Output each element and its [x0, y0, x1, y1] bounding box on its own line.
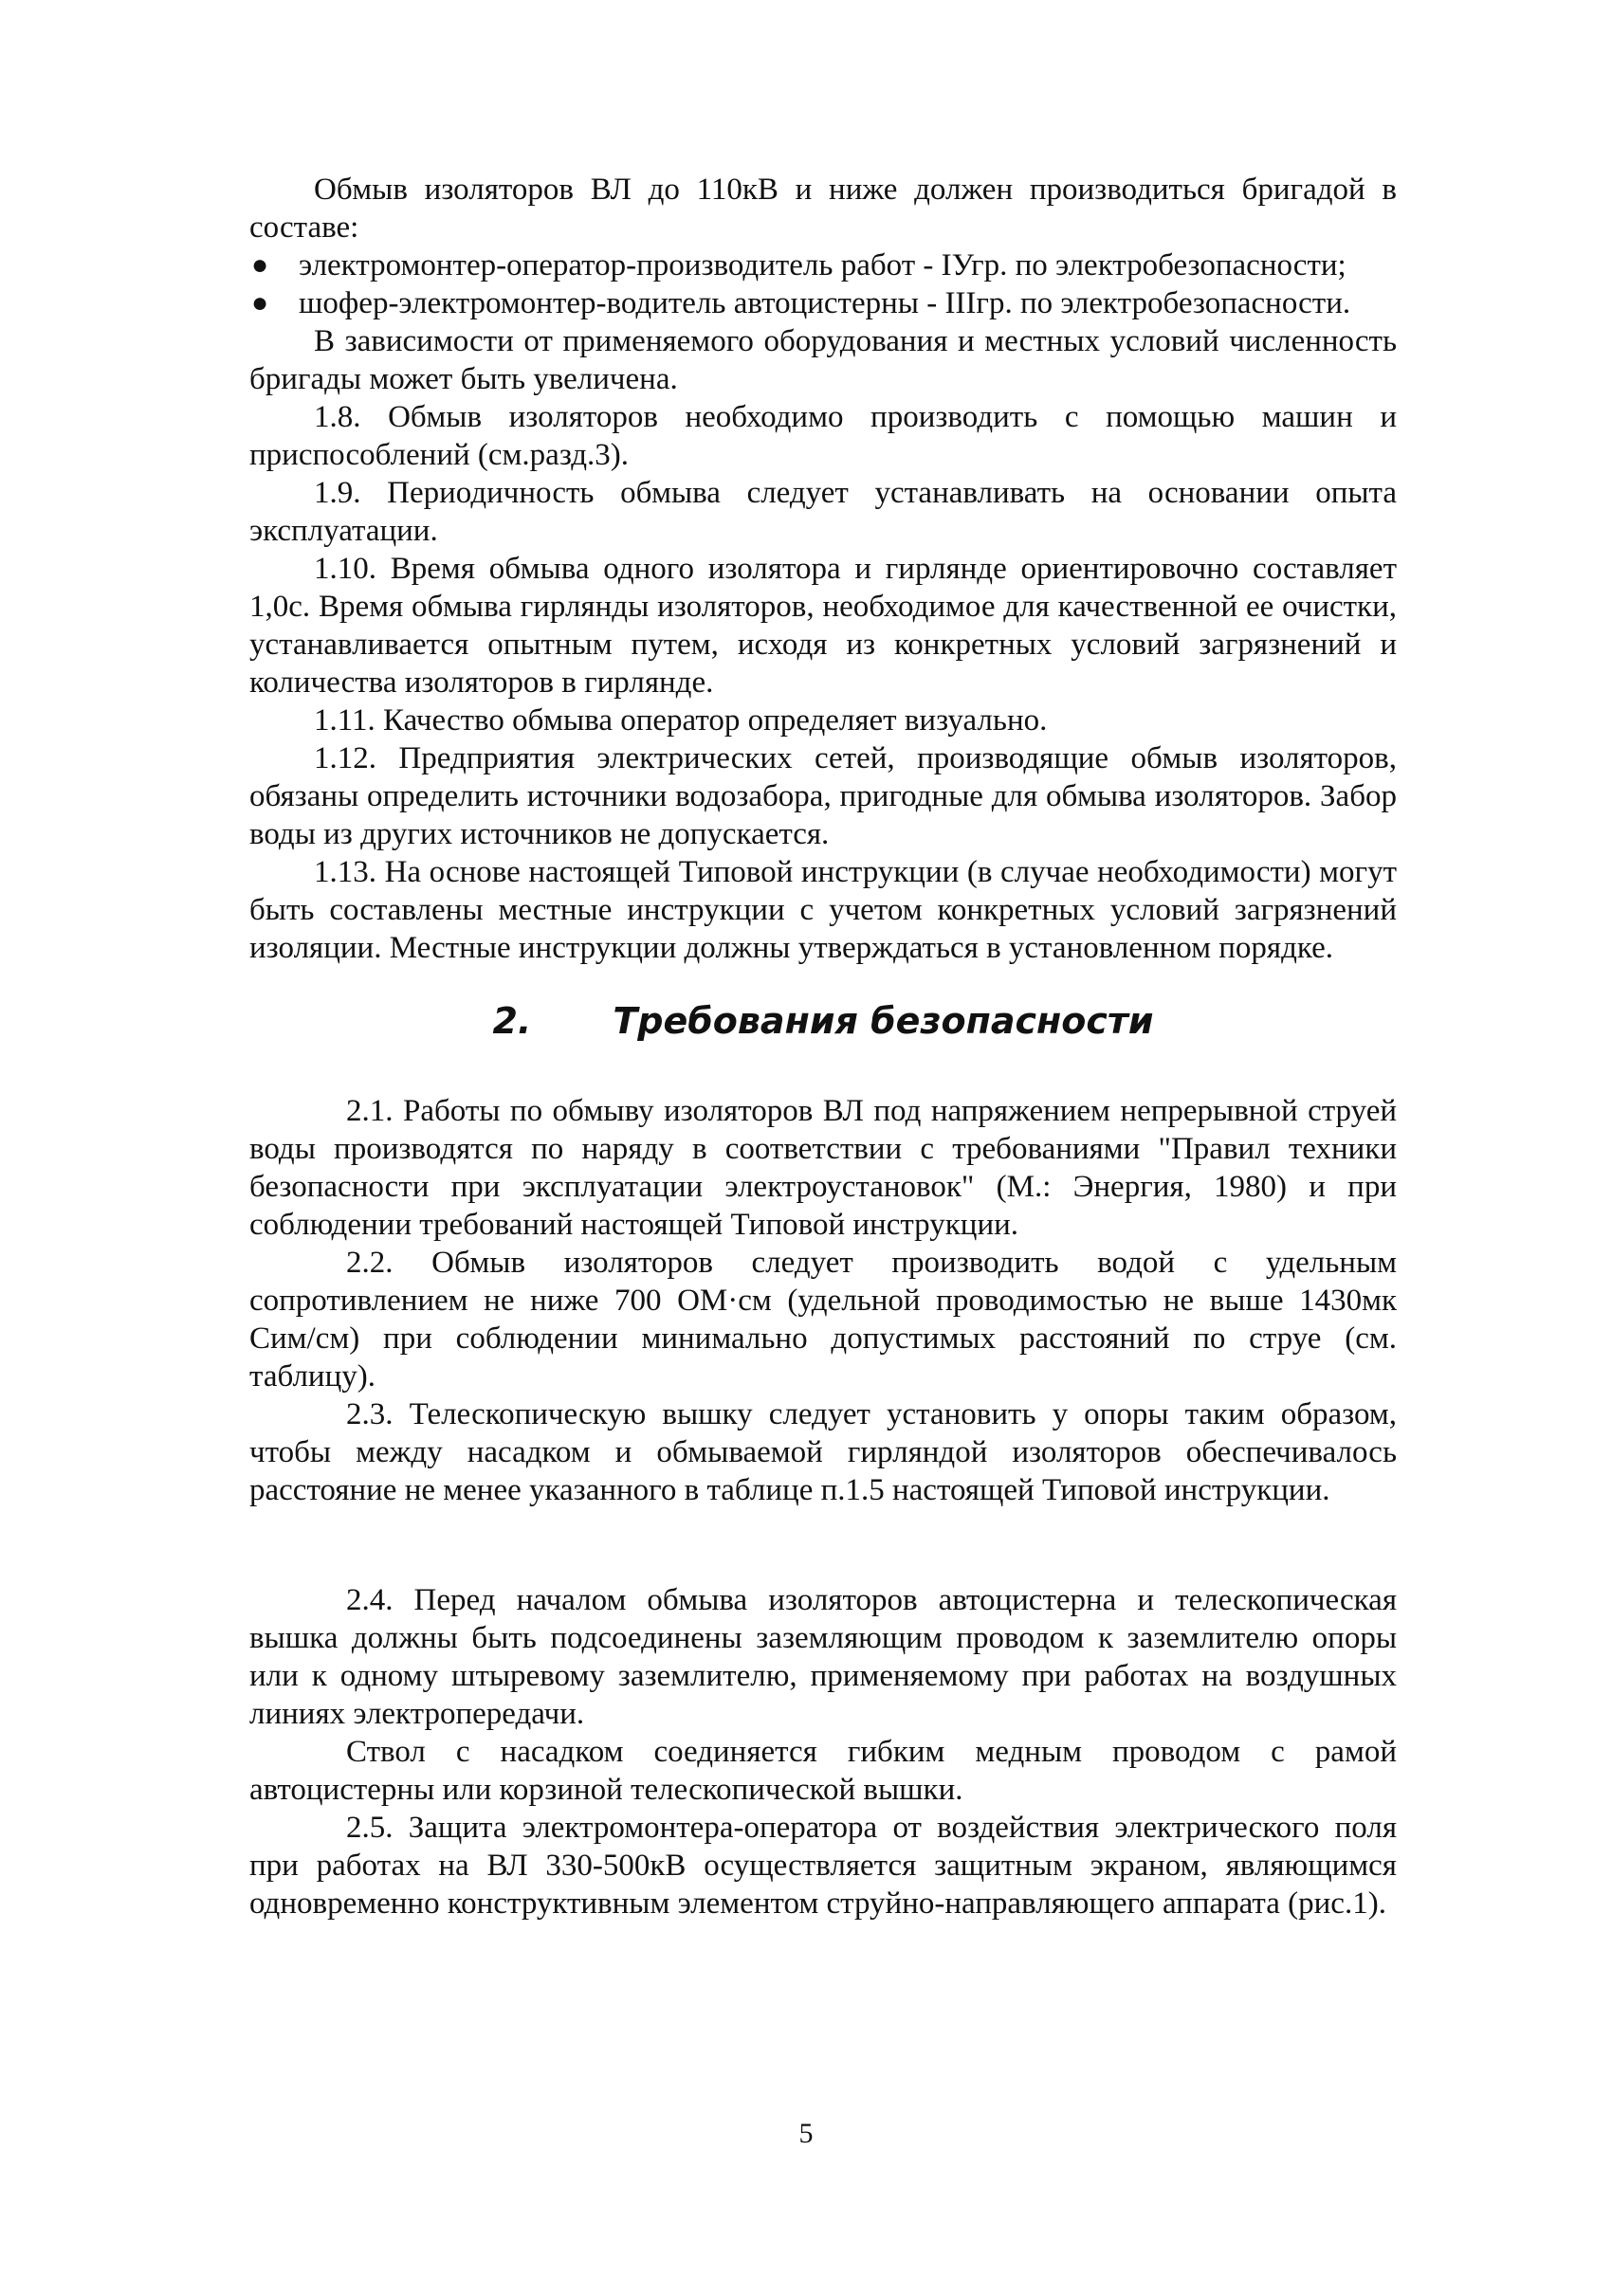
section-number: 2. [492, 1000, 532, 1042]
paragraph-ground-wire: Ствол с насадком соединяется гибким медным проводом с рамой автоцистерны или корзиной телескопической вышки. [249, 1735, 1397, 1807]
paragraph-1-8: 1.8. Обмыв изоляторов необходимо производить с помощью машин и приспособлений (см.разд.3). [249, 400, 1397, 472]
document-page [249, 171, 1397, 1922]
paragraph-2-4: 2.4. Перед началом обмыва изоляторов автоцистерна и телескопическая вышка должны быть подсоединены заземляющим проводом к заземлителю опоры или к одному штыревому заземлителю, применяемому при работах на воздушных линиях электропередачи. [249, 1583, 1397, 1731]
paragraph-1-11: 1.11. Качество обмыва оператор определяет визуально. [314, 703, 1048, 738]
paragraph-1-13: 1.13. На основе настоящей Типовой инструкции (в случае необходимости) могут быть составлены местные инструкции с учетом конкретных условий загрязнений изоляции. Местные инструкции должны утверждаться в установленном порядке. [249, 855, 1397, 965]
crew-item-text: электромонтер-оператор-производитель работ - IУгр. по электробезопасности; [299, 248, 1346, 282]
page-number: 5 [798, 2118, 814, 2149]
crew-item [249, 284, 1397, 322]
section-heading [249, 999, 1397, 1043]
intro-paragraph: Обмыв изоляторов ВЛ до 110кВ и ниже должен производиться бригадой в составе: [249, 173, 1397, 245]
crew-item [249, 246, 1397, 284]
paragraph-2-3: 2.3. Телескопическую вышку следует установить у опоры таким образом, чтобы между насадком и обмываемой гирляндой изоляторов обеспечивалось расстояние не менее указанного в таблице п.1.5 настоящей Типовой инструкции. [249, 1397, 1397, 1507]
section-title: Требования безопасности [613, 1000, 1154, 1042]
paragraph-2-2: 2.2. Обмыв изоляторов следует производить водой с удельным сопротивлением не ниже 700 ОМ·см (удельной проводимостью не выше 1430мк Сим/см) при соблюдении минимально допустимых расстояний по струе (см. таблицу). [249, 1246, 1397, 1394]
crew-item-text: шофер-электромонтер-водитель автоцистерны - IIIгр. по электробезопасности. [299, 286, 1351, 320]
paragraph-1-9: 1.9. Периодичность обмыва следует устанавливать на основании опыта эксплуатации. [249, 476, 1397, 548]
bullet-icon: ● [251, 287, 269, 319]
paragraph-1-10: 1.10. Время обмыва одного изолятора и гирлянде ориентировочно составляет 1,0с. Время обмыва гирлянды изоляторов, необходимое для качественной ее очистки, устанавливается опытным путем, исходя из конкретных условий загрязнений и количества изоляторов в гирлянде. [249, 552, 1397, 700]
crew-list [249, 246, 1397, 322]
bullet-icon: ● [251, 249, 269, 281]
crew-note: В зависимости от применяемого оборудования и местных условий численность бригады может быть увеличена. [249, 324, 1397, 396]
paragraph-1-12: 1.12. Предприятия электрических сетей, производящие обмыв изоляторов, обязаны определить источники водозабора, пригодные для обмыва изоляторов. Забор воды из других источников не допускается. [249, 741, 1397, 851]
paragraph-2-5: 2.5. Защита электромонтера-оператора от воздействия электрического поля при работах на ВЛ 330-500кВ осуществляется защитным экраном, являющимся одновременно конструктивным элементом струйно-направляющего аппарата (рис.1). [249, 1811, 1397, 1921]
paragraph-2-1: 2.1. Работы по обмыву изоляторов ВЛ под напряжением непрерывной струей воды производятся по наряду в соответствии с требованиями "Правил техники безопасности при эксплуатации электроустановок" (М.: Энергия, 1980) и при соблюдении требований настоящей Типовой инструкции. [249, 1094, 1397, 1242]
